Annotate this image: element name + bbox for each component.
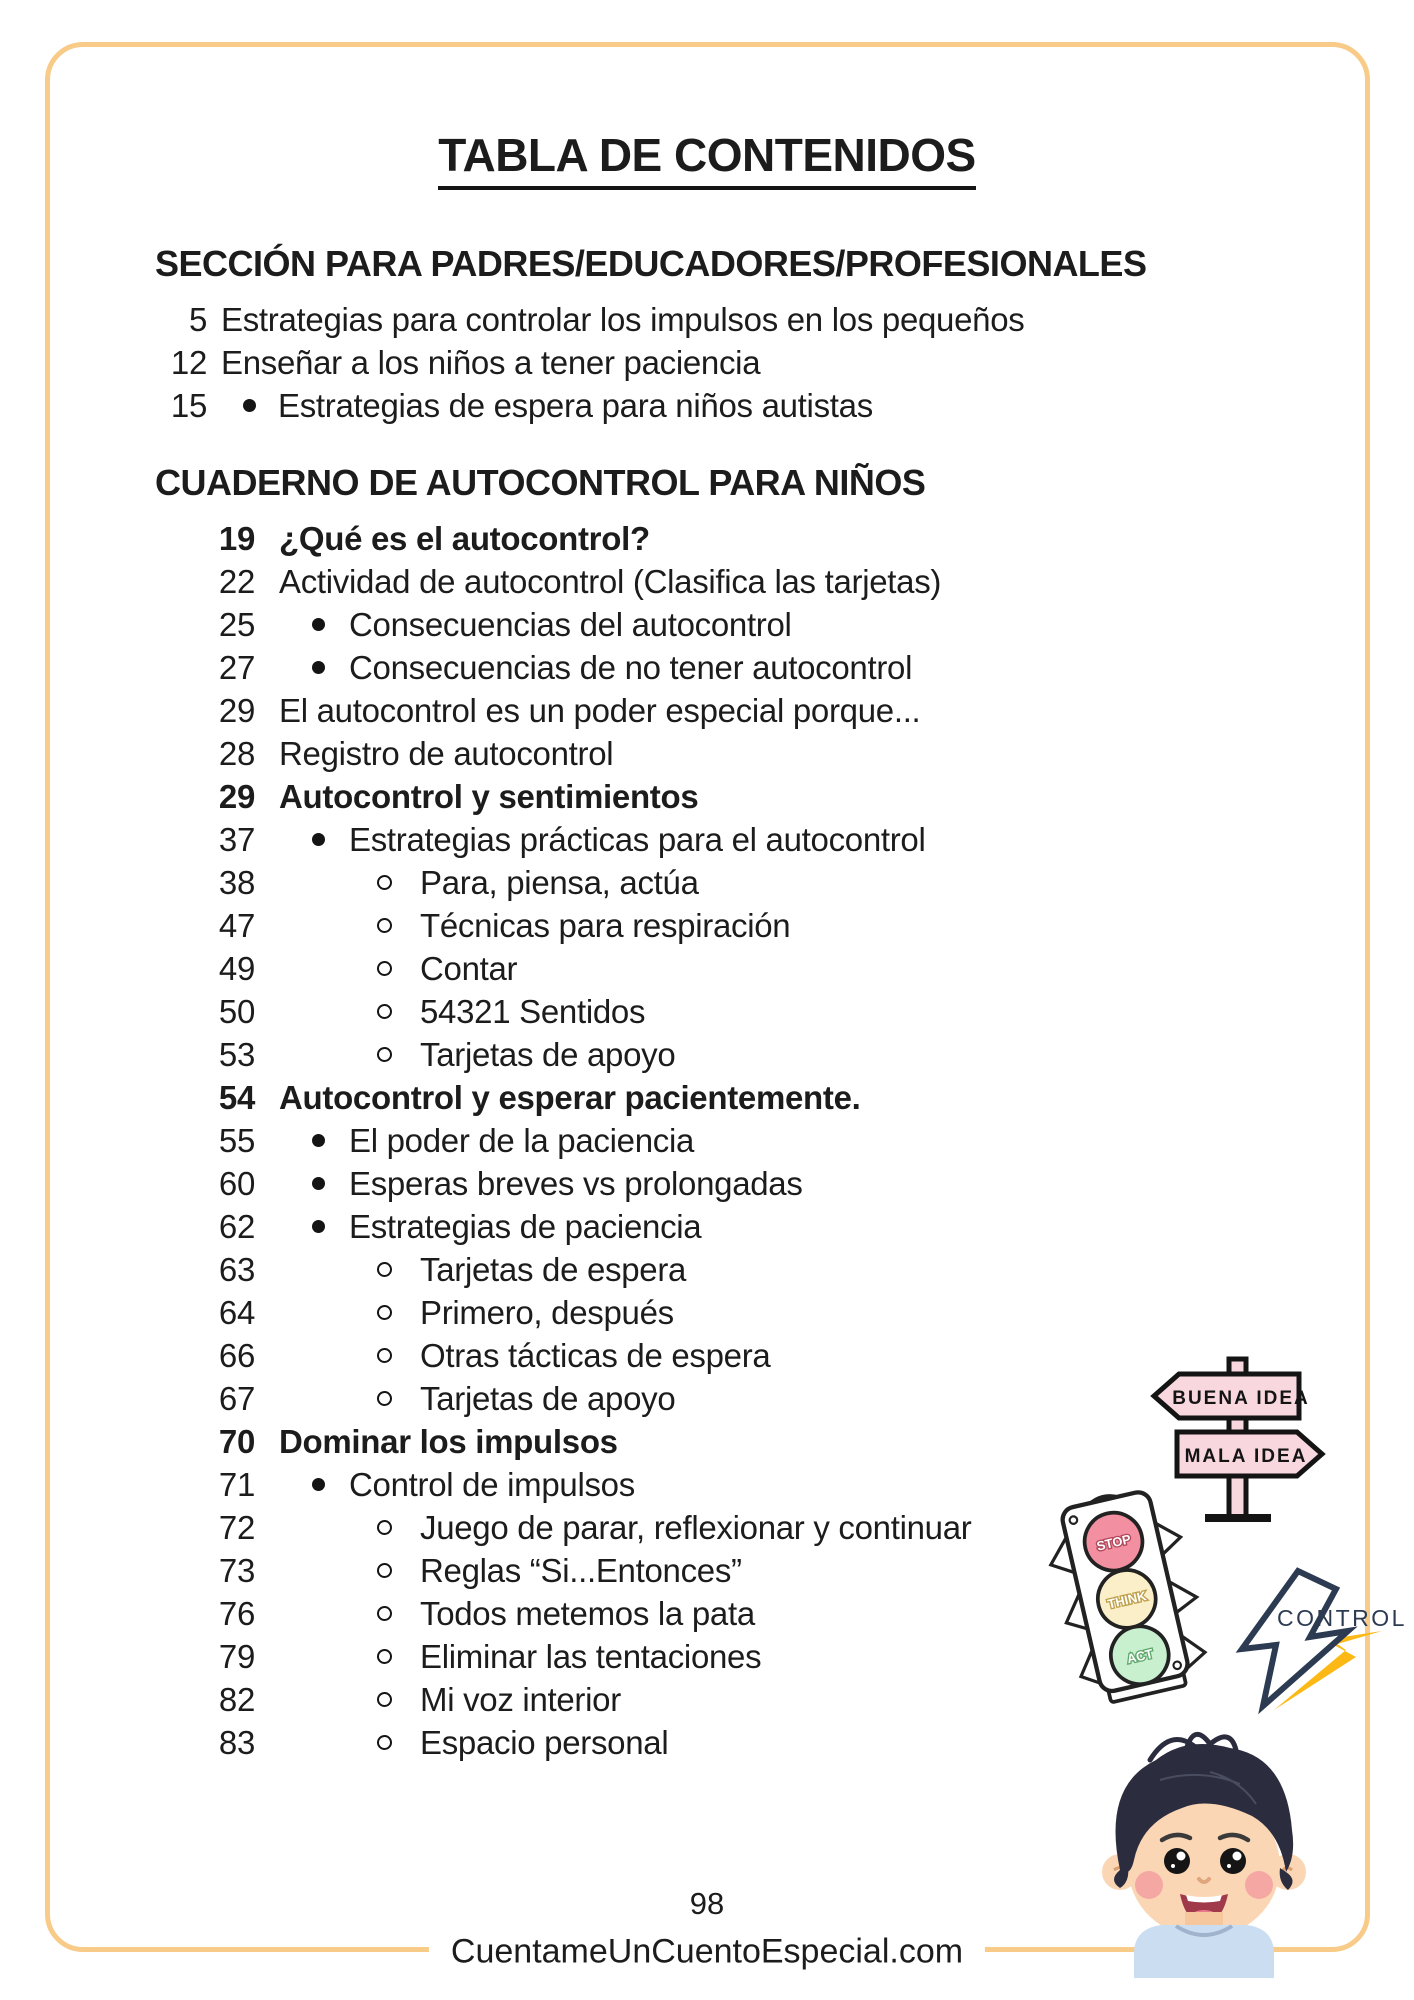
toc-row	[155, 1162, 1295, 1205]
bad-idea-sign-icon	[1177, 1432, 1322, 1476]
section-list	[155, 298, 1295, 427]
toc-entry-title: Contar	[420, 949, 518, 987]
toc-row	[155, 603, 1295, 646]
toc-row	[155, 384, 1295, 427]
toc-entry-title: El autocontrol es un poder especial porque...	[279, 691, 921, 729]
good-idea-sign-icon	[1154, 1374, 1310, 1418]
toc-page-number: 53	[218, 1035, 255, 1073]
toc-entry-title: Eliminar las tentaciones	[420, 1637, 762, 1675]
toc-page-number: 29	[218, 777, 255, 815]
bullet-icon	[312, 1177, 325, 1190]
bullet-icon	[312, 618, 325, 631]
toc-page-number: 55	[218, 1121, 255, 1159]
toc-page-number: 50	[218, 992, 255, 1030]
toc-entry-title: El poder de la paciencia	[349, 1121, 695, 1159]
toc-entry-title: ¿Qué es el autocontrol?	[279, 519, 650, 557]
toc-row	[155, 732, 1295, 775]
toc-entry-title: Esperas breves vs prolongadas	[349, 1164, 803, 1202]
toc-page-number: 66	[218, 1336, 255, 1374]
toc-page-number: 67	[218, 1379, 255, 1417]
toc-entry-title: Consecuencias del autocontrol	[349, 605, 792, 643]
toc-page-number: 54	[218, 1078, 255, 1116]
circle-bullet-icon	[377, 918, 392, 933]
circle-bullet-icon	[377, 1262, 392, 1277]
toc-page-number: 49	[218, 949, 255, 987]
toc-page-number: 82	[218, 1680, 255, 1718]
toc-row	[155, 990, 1295, 1033]
svg-text:THINK: THINK	[1106, 1588, 1148, 1612]
toc-entry-title: Estrategias de espera para niños autistas	[278, 386, 873, 424]
control-bolt-illustration	[1230, 1545, 1407, 1715]
bullet-icon	[312, 833, 325, 846]
circle-bullet-icon	[377, 1047, 392, 1062]
toc-entry-title: Enseñar a los niños a tener paciencia	[221, 343, 761, 381]
toc-page-number: 64	[218, 1293, 255, 1331]
svg-text:ACT: ACT	[1125, 1645, 1155, 1667]
section-header: CUADERNO DE AUTOCONTROL PARA NIÑOS	[155, 462, 926, 503]
toc-page-number: 5	[188, 300, 207, 338]
toc-entry-title: Estrategias de paciencia	[349, 1207, 702, 1245]
toc-entry-title: Primero, después	[420, 1293, 674, 1331]
toc-page-number: 73	[218, 1551, 255, 1589]
toc-page-number: 37	[218, 820, 255, 858]
toc-entry-title: Técnicas para respiración	[420, 906, 791, 944]
toc-row	[155, 1334, 1295, 1377]
toc-page-number: 63	[218, 1250, 255, 1288]
toc-row	[155, 1076, 1295, 1119]
toc-row	[155, 1248, 1295, 1291]
circle-bullet-icon	[377, 1520, 392, 1535]
toc-row	[155, 1291, 1295, 1334]
toc-row	[155, 1205, 1295, 1248]
toc-row	[155, 1033, 1295, 1076]
bullet-icon	[312, 661, 325, 674]
control-label: CONTROL	[1277, 1605, 1407, 1631]
section-header: SECCIÓN PARA PADRES/EDUCADORES/PROFESIONALES	[155, 243, 1147, 284]
toc-page-number: 70	[218, 1422, 255, 1460]
toc-page-number: 29	[218, 691, 255, 729]
toc-row	[155, 689, 1295, 732]
toc-entry-title: Autocontrol y sentimientos	[279, 777, 699, 815]
toc-page-number: 38	[218, 863, 255, 901]
toc-page-number: 25	[218, 605, 255, 643]
bullet-icon	[312, 1220, 325, 1233]
circle-bullet-icon	[377, 1305, 392, 1320]
bullet-icon	[312, 1134, 325, 1147]
toc-entry-title: Control de impulsos	[349, 1465, 635, 1503]
toc-entry-title: Autocontrol y esperar pacientemente.	[279, 1078, 861, 1116]
toc-entry-title: Actividad de autocontrol (Clasifica las tarjetas)	[279, 562, 942, 600]
toc-page-number: 83	[218, 1723, 255, 1761]
toc-row	[155, 818, 1295, 861]
circle-bullet-icon	[377, 1391, 392, 1406]
toc-entry-title: 54321 Sentidos	[420, 992, 646, 1030]
toc-page-number: 47	[218, 906, 255, 944]
toc-entry-title: Para, piensa, actúa	[420, 863, 699, 901]
toc-page-number: 79	[218, 1637, 255, 1675]
toc-page-number: 62	[218, 1207, 255, 1245]
toc-entry-title: Estrategias prácticas para el autocontrol	[349, 820, 926, 858]
toc-entry-title: Dominar los impulsos	[279, 1422, 618, 1460]
toc-row	[155, 947, 1295, 990]
svg-text:BUENA IDEA: BUENA IDEA	[1172, 1388, 1310, 1409]
circle-bullet-icon	[377, 1735, 392, 1750]
toc-row	[155, 904, 1295, 947]
toc-page-number: 60	[218, 1164, 255, 1202]
circle-bullet-icon	[377, 1649, 392, 1664]
page-title: TABLA DE CONTENIDOS	[0, 128, 1414, 182]
svg-text:STOP: STOP	[1095, 1531, 1133, 1554]
toc-entry-title: Mi voz interior	[420, 1680, 621, 1718]
toc-entry-title: Todos metemos la pata	[420, 1594, 755, 1632]
toc-page-number: 27	[218, 648, 255, 686]
toc-page-number: 71	[218, 1465, 255, 1503]
circle-bullet-icon	[377, 961, 392, 976]
toc-page-number: 28	[218, 734, 255, 772]
toc-row	[155, 861, 1295, 904]
toc-row	[155, 1119, 1295, 1162]
lightning-bolt-icon	[1242, 1571, 1382, 1710]
toc-entry-title: Tarjetas de apoyo	[420, 1379, 676, 1417]
toc-row	[155, 341, 1295, 384]
circle-bullet-icon	[377, 1692, 392, 1707]
toc-entry-title: Registro de autocontrol	[279, 734, 614, 772]
toc-entry-title: Otras tácticas de espera	[420, 1336, 771, 1374]
boy-icon	[1102, 1734, 1306, 1978]
toc-page-number: 76	[218, 1594, 255, 1632]
toc-row	[155, 1420, 1295, 1463]
circle-bullet-icon	[377, 1563, 392, 1578]
toc-entry-title: Juego de parar, reflexionar y continuar	[420, 1508, 972, 1546]
toc-row	[155, 560, 1295, 603]
boy-character-illustration	[1090, 1720, 1318, 1978]
bullet-icon	[312, 1478, 325, 1491]
toc-entry-title: Consecuencias de no tener autocontrol	[349, 648, 913, 686]
toc-page-number: 72	[218, 1508, 255, 1546]
circle-bullet-icon	[377, 1348, 392, 1363]
page-number-footer: 98	[689, 1886, 725, 1921]
circle-bullet-icon	[377, 1606, 392, 1621]
svg-text:MALA IDEA: MALA IDEA	[1184, 1446, 1308, 1467]
toc-row	[155, 775, 1295, 818]
toc-row	[155, 1377, 1295, 1420]
website-footer: CuentameUnCuentoEspecial.com	[429, 1933, 985, 1972]
circle-bullet-icon	[377, 1004, 392, 1019]
toc-entry-title: Reglas “Si...Entonces”	[420, 1551, 742, 1589]
toc-entry-title: Tarjetas de espera	[420, 1250, 687, 1288]
toc-page-number: 15	[170, 386, 207, 424]
toc-row	[155, 517, 1295, 560]
toc-row	[155, 646, 1295, 689]
toc-page-number: 22	[218, 562, 255, 600]
bullet-icon	[243, 399, 256, 412]
toc-page-number: 12	[170, 343, 207, 381]
circle-bullet-icon	[377, 875, 392, 890]
toc-entry-title: Estrategias para controlar los impulsos en los pequeños	[221, 300, 1025, 338]
toc-entry-title: Tarjetas de apoyo	[420, 1035, 676, 1073]
toc-row	[155, 298, 1295, 341]
toc-entry-title: Espacio personal	[420, 1723, 669, 1761]
toc-page-number: 19	[218, 519, 255, 557]
